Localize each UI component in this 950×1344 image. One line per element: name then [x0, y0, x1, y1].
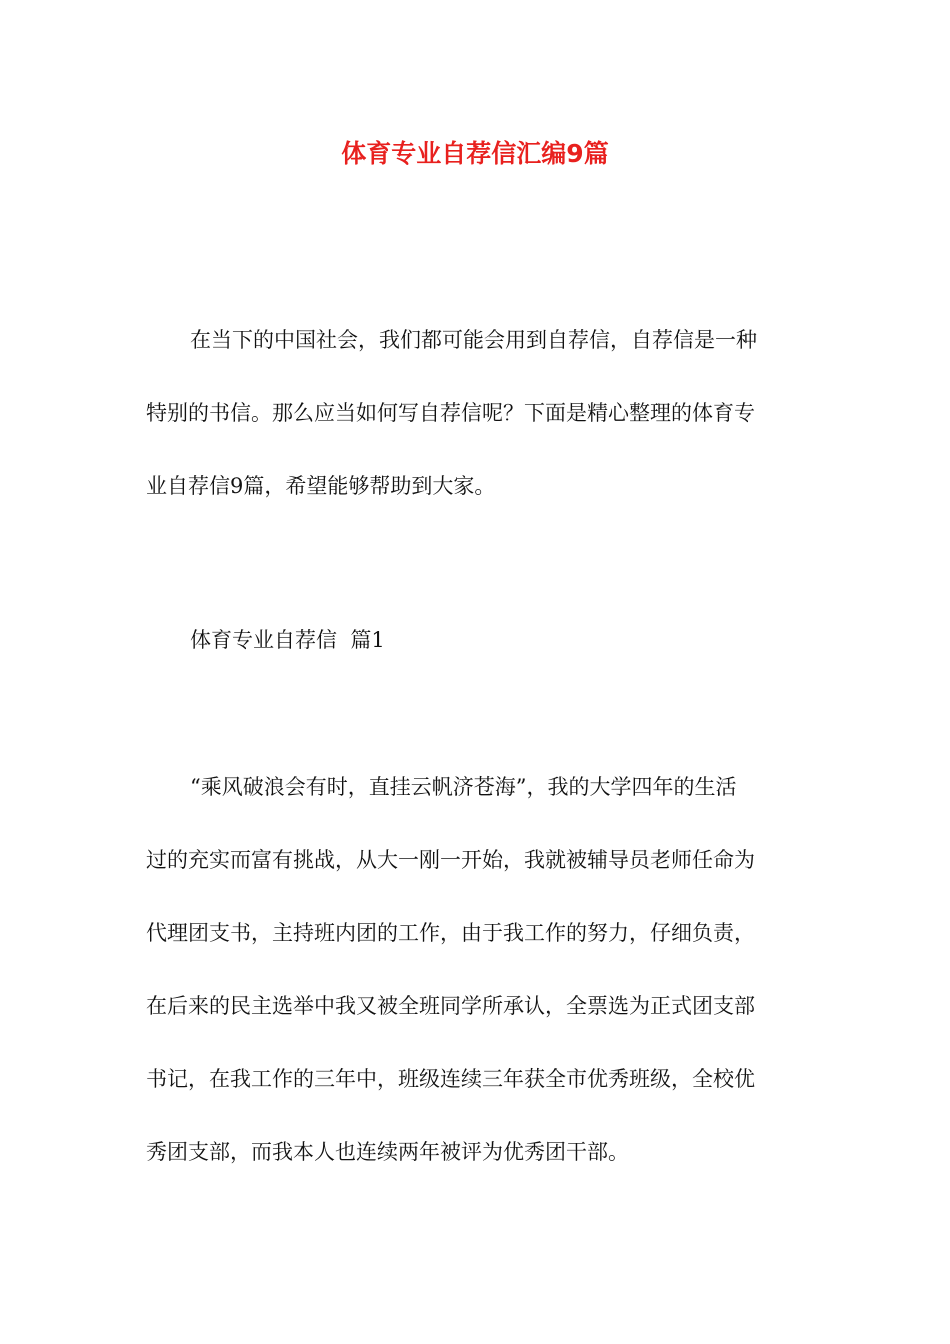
intro-paragraph [146, 304, 806, 523]
body-paragraph [146, 751, 806, 1189]
body-line: 过的充实而富有挑战，从大一刚一开始，我就被辅导员老师任命为 [146, 848, 755, 872]
section-heading-block [146, 604, 806, 677]
intro-line: 业自荐信9篇，希望能够帮助到大家。 [146, 474, 496, 498]
body-line: 秀团支部，而我本人也连续两年被评为优秀团干部。 [146, 1140, 629, 1164]
intro-line: 特别的书信。那么应当如何写自荐信呢？下面是精心整理的体育专 [146, 401, 755, 425]
intro-line: 在当下的中国社会，我们都可能会用到自荐信，自荐信是一种 [190, 328, 757, 352]
body-line: 在后来的民主选举中我又被全班同学所承认，全票选为正式团支部 [146, 994, 755, 1018]
body-line: “乘风破浪会有时，直挂云帆济苍海”，我的大学四年的生活 [190, 775, 737, 799]
document-title: 体育专业自荐信汇编9篇 [341, 139, 609, 168]
body-line: 代理团支书，主持班内团的工作，由于我工作的努力，仔细负责， [146, 921, 755, 945]
section-heading: 体育专业自荐信 篇1 [190, 628, 385, 652]
body-line: 书记，在我工作的三年中，班级连续三年获全市优秀班级，全校优 [146, 1067, 755, 1091]
